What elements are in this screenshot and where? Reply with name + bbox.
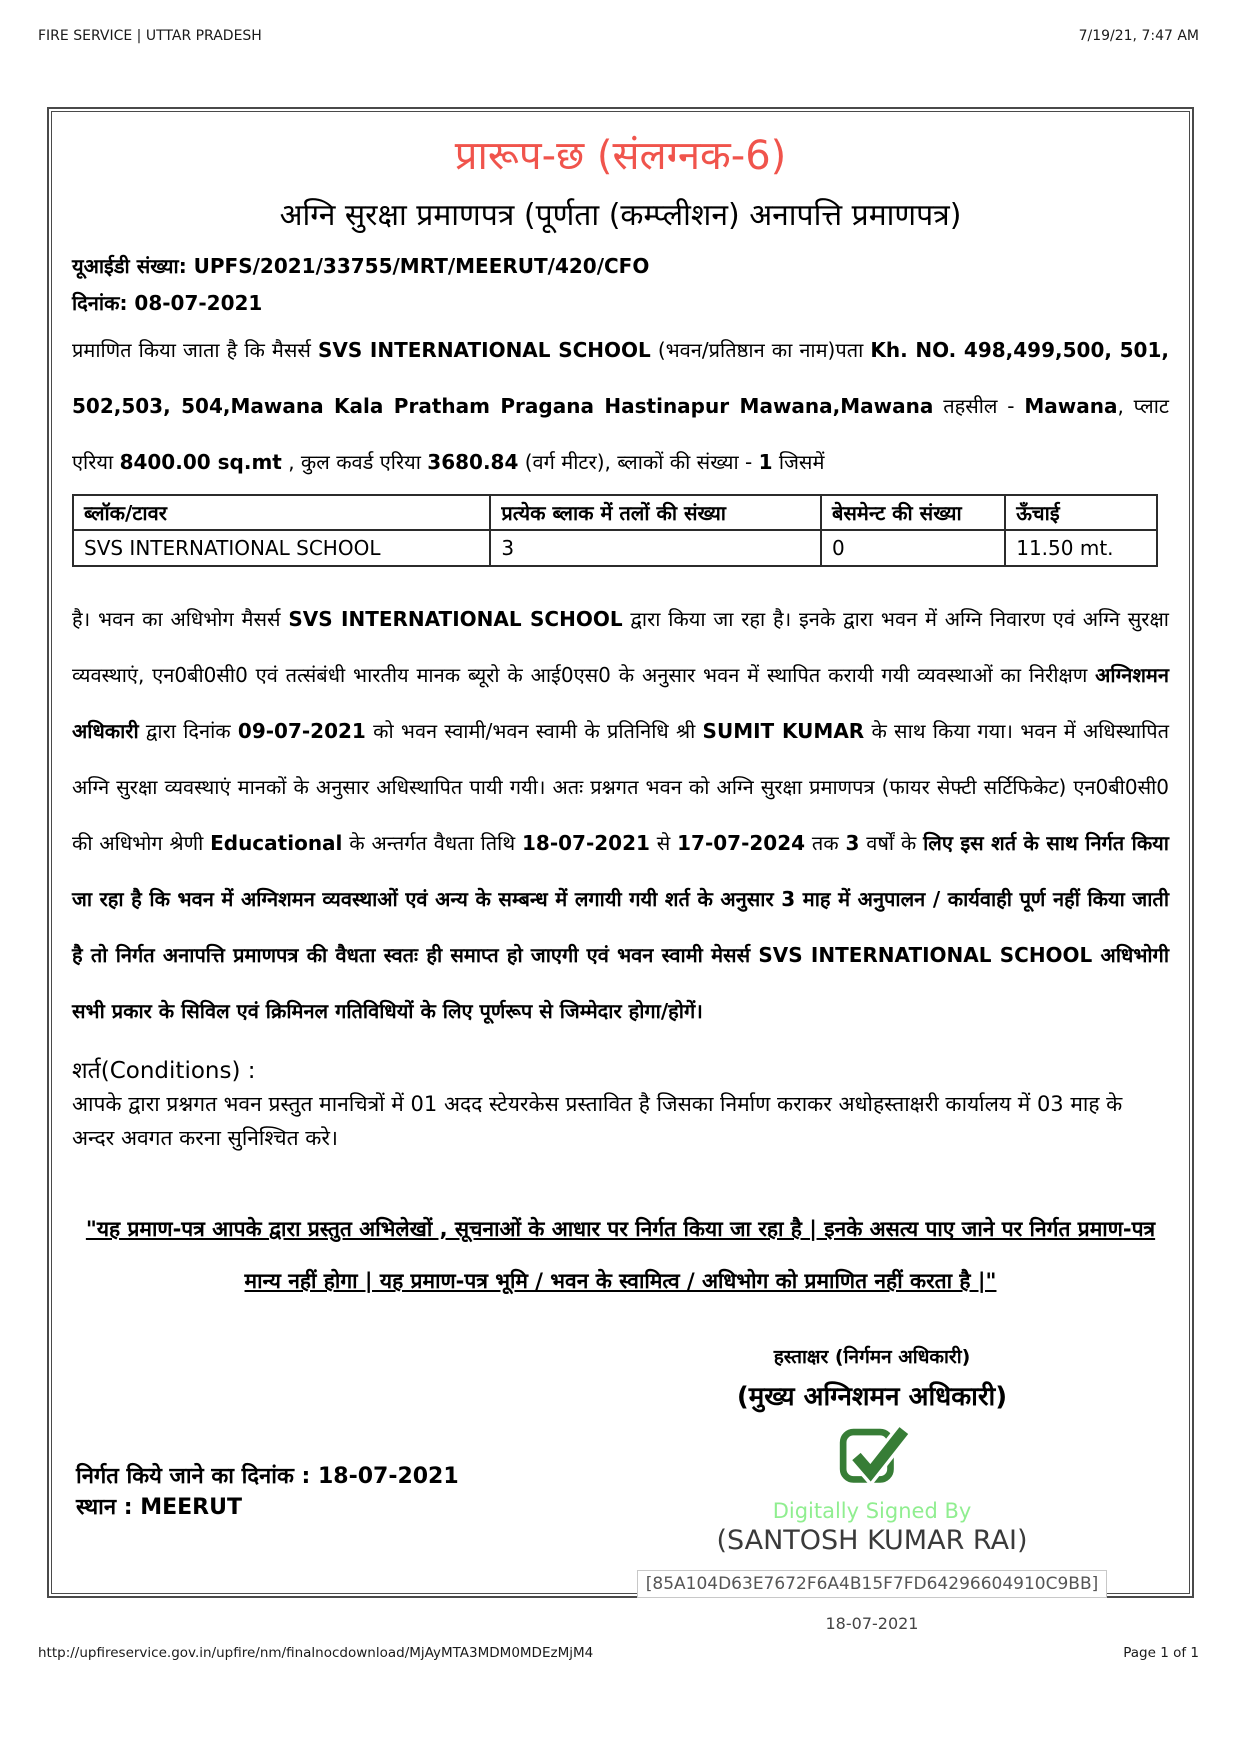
col-header-height: ऊँचाई bbox=[1005, 495, 1157, 530]
cell-height: 11.50 mt. bbox=[1005, 530, 1157, 566]
footer-source-url: http://upfireservice.gov.in/upfire/nm/finalnocdownload/MjAyMTA3MDM0MDEzMjM4 bbox=[38, 1645, 594, 1661]
table-header-row bbox=[73, 495, 1157, 530]
signer-name: (SANTOSH KUMAR RAI) bbox=[716, 1525, 1028, 1556]
browser-print-footer bbox=[38, 1645, 1199, 1661]
certificate-title: अग्नि सुरक्षा प्रमाणपत्र (पूर्णता (कम्प्लीशन) अनापत्ति प्रमाणपत्र) bbox=[279, 198, 962, 233]
issue-details-block bbox=[76, 1461, 459, 1523]
disclaimer-statement: "यह प्रमाण-पत्र आपके द्वारा प्रस्तुत अभिलेखों , सूचनाओं के आधार पर निर्गत किया जा रहा है | इनके असत्य पाए जाने पर निर्गत प्रमाण-पत्र मान्य नहीं होगा | यह प्रमाण-पत्र भूमि / भवन के स्वामित्व / अधिभोग को प्रमाणित नहीं करता है |" bbox=[85, 1217, 1156, 1293]
table-row bbox=[73, 530, 1157, 566]
form-number-title: प्रारूप-छ (संलग्नक-6) bbox=[454, 133, 787, 179]
certificate-body bbox=[51, 111, 1190, 1633]
signing-officer-title: (मुख्य अग्निशमन अधिकारी) bbox=[736, 1382, 1008, 1412]
issued-date-line: निर्गत किये जाने का दिनांक : 18-07-2021 bbox=[76, 1464, 459, 1489]
certificate-main-paragraph: है। भवन का अधिभोग मैसर्स SVS INTERNATIONAL SCHOOL द्वारा किया जा रहा है। इनके द्वारा भवन में अग्नि निवारण एवं अग्नि सुरक्षा व्यवस्थाएं, एन0बी0सी0 एवं तत्संबंधी भारतीय मानक ब्यूरो के आई0एस0 के अनुसार भवन में स्थापित करायी गयी व्यवस्थाओं का निरीक्षण अग्निशमन अधिकारी द्वारा दिनांक 09-07-2021 को भवन स्वामी/भवन स्वामी के प्रतिनिधि श्री SUMIT KUMAR के साथ किया गया। भवन में अधिस्थापित अग्नि सुरक्षा व्यवस्थाएं मानकों के अनुसार अधिस्थापित पायी गयी। अतः प्रश्नगत भवन को अग्नि सुरक्षा प्रमाणपत्र (फायर सेफ्टी सर्टिफिकेट) एन0बी0सी0 की अधिभोग श्रेणी Educational के अन्तर्गत वैधता तिथि 18-07-2021 से 17-07-2024 तक 3 वर्षों के लिए इस शर्त के साथ निर्गत किया जा रहा है कि भवन में अग्निशमन व्यवस्थाओं एवं अन्य के सम्बन्ध में लगायी गयी शर्त के अनुसार 3 माह में अनुपालन / कार्यवाही पूर्ण नहीं किया जाती है तो निर्गत अनापत्ति प्रमाणपत्र की वैधता स्वतः ही समाप्त हो जाएगी एवं भवन स्वामी मेसर्स SVS INTERNATIONAL SCHOOL अधिभोगी सभी प्रकार के सिविल एवं क्रिमिनल गतिविधियों के लिए पूर्णरूप से जिम्मेदार होगा/होगें। bbox=[72, 607, 1170, 1023]
browser-print-header bbox=[38, 28, 1199, 44]
cell-floor-count: 3 bbox=[490, 530, 821, 566]
signature-hash-value: [85A104D63E7672F6A4B15F7FD64296604910C9BB] bbox=[637, 1570, 1107, 1598]
building-blocks-table bbox=[72, 494, 1158, 567]
certificate-intro-paragraph: प्रमाणित किया जाता है कि मैसर्स SVS INTERNATIONAL SCHOOL (भवन/प्रतिष्ठान का नाम)पता Kh. NO. 498,499,500, 501, 502,503, 504,Mawana Kala Pratham Pragana Hastinapur Mawana,Mawana तहसील - Mawana, प्लाट एरिया 8400.00 sq.mt , कुल कवर्ड एरिया 3680.84 (वर्ग मीटर), ब्लाकों की संख्या - 1 जिसमें bbox=[72, 338, 1169, 474]
col-header-basement-count: बेसमेन्ट की संख्या bbox=[821, 495, 1005, 530]
signature-label: हस्ताक्षर (निर्गमन अधिकारी) bbox=[773, 1346, 971, 1368]
uid-number-line: यूआईडी संख्या: UPFS/2021/33755/MRT/MEERUT/420/CFO bbox=[72, 254, 650, 278]
footer-page-number: Page 1 of 1 bbox=[1123, 1645, 1199, 1661]
conditions-heading: शर्त(Conditions) : bbox=[72, 1058, 256, 1084]
certificate-border-box bbox=[47, 107, 1194, 1633]
col-header-floors-per-block: प्रत्येक ब्लाक में तलों की संख्या bbox=[490, 495, 821, 530]
signature-date: 18-07-2021 bbox=[825, 1614, 919, 1633]
col-header-block-tower: ब्लॉक/टावर bbox=[73, 495, 490, 530]
digital-signature-check-icon bbox=[627, 1421, 1117, 1499]
print-header-datetime: 7/19/21, 7:47 AM bbox=[1078, 28, 1199, 44]
cell-basement-count: 0 bbox=[821, 530, 1005, 566]
digital-signature-block bbox=[627, 1343, 1117, 1633]
print-header-title: FIRE SERVICE | UTTAR PRADESH bbox=[38, 28, 262, 44]
conditions-text: आपके द्वारा प्रश्नगत भवन प्रस्तुत मानचित्रों में 01 अदद स्टेयरकेस प्रस्तावित है जिसका निर्माण कराकर अधोहस्ताक्षरी कार्यालय में 03 माह के अन्दर अवगत करना सुनिश्चित करे। bbox=[72, 1092, 1123, 1150]
signature-section bbox=[72, 1343, 1169, 1693]
cell-block-name: SVS INTERNATIONAL SCHOOL bbox=[73, 530, 490, 566]
issue-reference-date-line: दिनांक: 08-07-2021 bbox=[72, 291, 263, 315]
digitally-signed-by-label: Digitally Signed By bbox=[772, 1499, 972, 1523]
issued-place-line: स्थान : MEERUT bbox=[76, 1495, 242, 1520]
